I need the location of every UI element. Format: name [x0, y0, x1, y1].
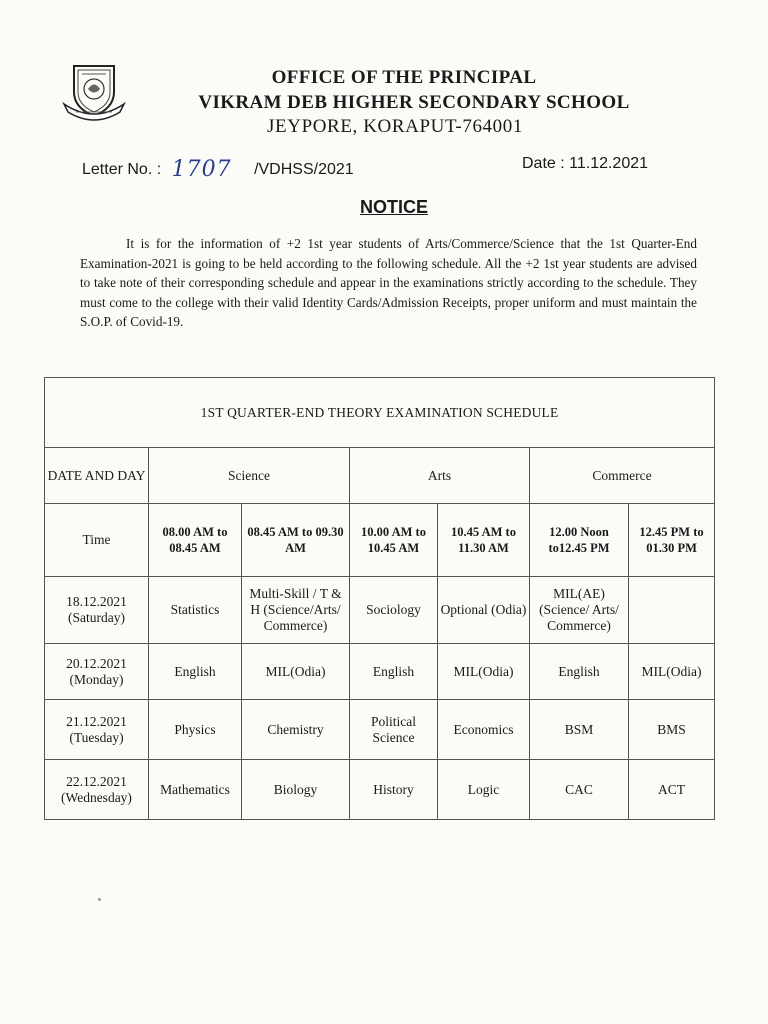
time-slot: 10.45 AM to 11.30 AM [438, 504, 530, 577]
subject-cell: Sociology [350, 577, 438, 644]
time-label: Time [45, 504, 149, 577]
exam-day: (Saturday) [68, 610, 125, 625]
subject-cell: Economics [438, 700, 530, 760]
subject-cell: ACT [629, 760, 715, 820]
subject-cell: BMS [629, 700, 715, 760]
subject-cell: MIL(Odia) [438, 644, 530, 700]
handwritten-letter-number: 1707 [171, 157, 232, 182]
subject-cell: History [350, 760, 438, 820]
date-cell [45, 577, 149, 644]
speck [98, 898, 101, 901]
subject-cell: Statistics [149, 577, 242, 644]
letter-label: Letter No. : [82, 161, 162, 178]
date-cell [45, 700, 149, 760]
subject-cell: MIL(Odia) [629, 644, 715, 700]
subject-cell: English [530, 644, 629, 700]
notice-body-text: It is for the information of +2 1st year students of Arts/Commerce/Science that the 1st Quarter-End Examination-2021 is going to be held according to the following schedule. All the +2 1st year students are advised to take note of their corresponding schedule and appear in the examinations strictly according to the schedule. They must come to the college with their valid Identity Cards/Admission Receipts, proper uniform and must maintain the S.O.P. of Covid-19. [80, 236, 697, 330]
subject-cell [629, 577, 715, 644]
group-commerce: Commerce [530, 448, 715, 504]
office-title: OFFICE OF THE PRINCIPAL [271, 67, 537, 88]
subject-cell: CAC [530, 760, 629, 820]
exam-day: (Monday) [69, 671, 124, 687]
subject-cell: Optional (Odia) [438, 577, 530, 644]
group-arts: Arts [350, 448, 530, 504]
exam-day: (Tuesday) [69, 729, 124, 745]
exam-date: 18.12.2021 [66, 594, 127, 609]
subject-cell: Mathematics [149, 760, 242, 820]
subject-cell: Chemistry [242, 700, 350, 760]
exam-date: 21.12.2021 [66, 713, 127, 729]
subject-cell: English [149, 644, 242, 700]
time-slot: 08.45 AM to 09.30 AM [242, 504, 350, 577]
schedule-title: 1ST QUARTER-END THEORY EXAMINATION SCHEDULE [45, 378, 715, 448]
table-row [45, 760, 715, 820]
time-slot: 10.00 AM to 10.45 AM [350, 504, 438, 577]
subject-cell: BSM [530, 700, 629, 760]
date-cell [45, 760, 149, 820]
subject-cell: MIL(AE) (Science/ Arts/ Commerce) [530, 577, 629, 644]
subject-cell: Multi-Skill / T & H (Science/Arts/ Commerce) [242, 577, 350, 644]
school-address: JEYPORE, KORAPUT-764001 [267, 116, 523, 137]
table-row [45, 700, 715, 760]
notice-body [80, 234, 697, 332]
exam-date: 20.12.2021 [66, 655, 127, 671]
school-name: VIKRAM DEB HIGHER SECONDARY SCHOOL [198, 92, 630, 113]
subject-cell: Logic [438, 760, 530, 820]
exam-schedule-table [44, 377, 715, 820]
letter-date: Date : 11.12.2021 [522, 155, 649, 172]
time-slot: 12.45 PM to 01.30 PM [629, 504, 715, 577]
letter-number [82, 155, 354, 180]
letter-reference: /VDHSS/2021 [254, 161, 354, 178]
subject-cell: English [350, 644, 438, 700]
notice-title: NOTICE [359, 197, 428, 217]
subject-cell: Political Science [350, 700, 438, 760]
date-cell [45, 644, 149, 700]
subject-cell: Biology [242, 760, 350, 820]
subject-cell: Physics [149, 700, 242, 760]
exam-day: (Wednesday) [61, 789, 132, 805]
table-row [45, 644, 715, 700]
subject-cell: MIL(Odia) [242, 644, 350, 700]
exam-date: 22.12.2021 [66, 773, 127, 789]
date-day-header: DATE AND DAY [45, 448, 149, 504]
table-row [45, 577, 715, 644]
group-science: Science [149, 448, 350, 504]
time-slot: 08.00 AM to 08.45 AM [149, 504, 242, 577]
time-slot: 12.00 Noon to12.45 PM [530, 504, 629, 577]
